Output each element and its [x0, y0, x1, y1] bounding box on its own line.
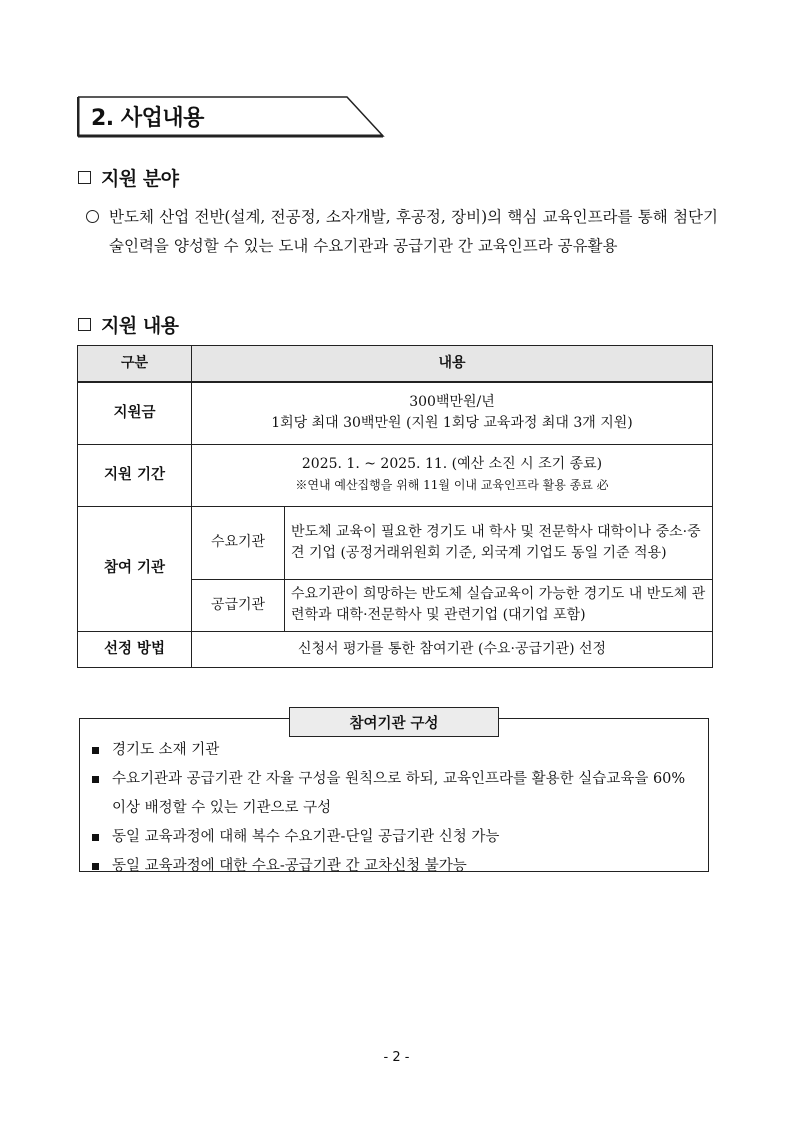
demand-label: 수요기관 — [192, 506, 285, 579]
circle-bullet-icon — [86, 210, 99, 223]
square-bullet-icon — [92, 863, 99, 870]
selection-value: 신청서 평가를 통한 참여기관 (수요·공급기관) 선정 — [192, 631, 713, 667]
support-content-heading — [78, 311, 179, 338]
composition-box-title: 참여기관 구성 — [289, 707, 499, 737]
period-value — [192, 444, 713, 506]
grant-line1: 300백만원/년 — [409, 394, 495, 411]
support-content-table — [77, 345, 713, 668]
grant-line2: 1회당 최대 30백만원 (지원 1회당 교육과정 최대 3개 지원) — [271, 415, 633, 432]
square-bullet-icon — [92, 834, 99, 841]
table-row-grant — [78, 382, 713, 444]
composition-box — [79, 715, 709, 874]
list-item: 수요기관과 공급기관 간 자율 구성을 원칙으로 하되, 교육인프라를 활용한 실습교육을 60% 이상 배정할 수 있는 기관으로 구성 — [90, 765, 700, 823]
support-field-heading — [78, 164, 179, 191]
page-number: - 2 - — [383, 1050, 410, 1065]
grant-value — [192, 382, 713, 444]
square-bullet-icon — [92, 747, 99, 754]
support-field-paragraph — [86, 203, 718, 261]
list-item: 경기도 소재 기관 — [90, 736, 700, 765]
header-content: 내용 — [192, 346, 713, 383]
table-header-row — [78, 346, 713, 383]
period-line1: 2025. 1. ~ 2025. 11. (예산 소진 시 조기 종료) — [301, 456, 603, 472]
list-item: 동일 교육과정에 대한 수요-공급기관 간 교차신청 불가능 — [90, 852, 700, 881]
composition-list — [90, 736, 700, 881]
support-content-heading-text: 지원 내용 — [101, 315, 179, 337]
supply-label: 공급기관 — [192, 579, 285, 631]
checkbox-square-icon — [78, 171, 91, 184]
table-row-demand — [78, 506, 713, 579]
grant-label: 지원금 — [78, 382, 192, 444]
participants-label: 참여 기관 — [78, 506, 192, 631]
period-label: 지원 기간 — [78, 444, 192, 506]
list-item: 동일 교육과정에 대해 복수 수요기관-단일 공급기관 신청 가능 — [90, 823, 700, 852]
square-bullet-icon — [92, 776, 99, 783]
section-header — [77, 96, 385, 136]
table-row-selection — [78, 631, 713, 667]
support-field-text: 반도체 산업 전반(설계, 전공정, 소자개발, 후공정, 장비)의 핵심 교육인프라를 통해 첨단기술인력을 양성할 수 있는 도내 수요기관과 공급기관 간 교육인프라 공유활용 — [109, 208, 718, 255]
period-note: ※연내 예산집행을 위해 11월 이내 교육인프라 활용 종료 必 — [295, 478, 609, 492]
support-field-heading-text: 지원 분야 — [101, 168, 179, 190]
supply-text: 수요기관이 희망하는 반도체 실습교육이 가능한 경기도 내 반도체 관련학과 대학·전문학사 및 관련기업 (대기업 포함) — [285, 579, 713, 631]
section-title: 2. 사업내용 — [91, 106, 204, 131]
header-category: 구분 — [78, 346, 192, 383]
checkbox-square-icon — [78, 318, 91, 331]
demand-text: 반도체 교육이 필요한 경기도 내 학사 및 전문학사 대학이나 중소·중견 기업 (공정거래위원회 기준, 외국계 기업도 동일 기준 적용) — [285, 506, 713, 579]
selection-label: 선정 방법 — [78, 631, 192, 667]
table-row-period — [78, 444, 713, 506]
